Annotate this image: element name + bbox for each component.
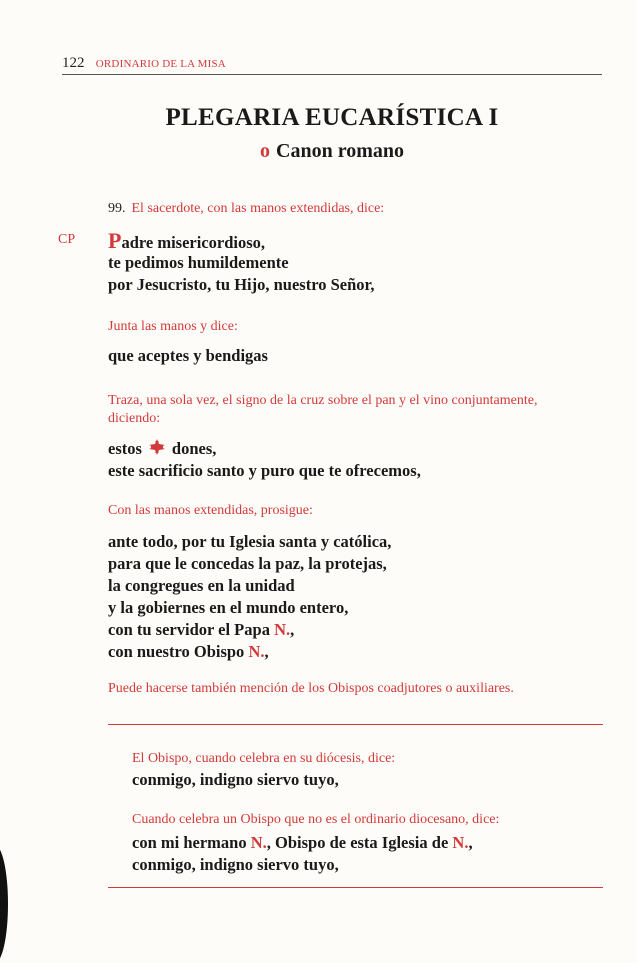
bishop-text-a	[132, 769, 339, 791]
prayer-line: por Jesucristo, tu Hijo, nuestro Señor,	[108, 275, 375, 294]
prayer-line: conmigo, indigno siervo tuyo,	[132, 770, 339, 789]
prayer-line-text: con mi hermano	[132, 833, 247, 852]
rubric-bishop-visiting: Cuando celebra un Obispo que no es el ordinario diocesano, dice:	[132, 812, 500, 827]
rubric-intro	[108, 200, 384, 218]
prayer-block-1	[108, 230, 374, 296]
prayer-line-text: estos	[108, 439, 142, 458]
prayer-line-text: con tu servidor el Papa	[108, 620, 270, 639]
concelebrants-marker: CP	[58, 232, 76, 247]
prayer-block-4	[108, 531, 391, 663]
rubric-extended-hands: Con las manos extendidas, prosigue:	[108, 503, 313, 518]
drop-initial: P	[108, 228, 122, 253]
prayer-line-text: dones,	[171, 439, 217, 458]
subtitle-text: Canon romano	[276, 140, 404, 162]
subtitle-prefix: o	[260, 140, 270, 162]
name-placeholder: N.	[452, 833, 469, 852]
prayer-line-text: , Obispo de esta Iglesia de	[266, 833, 449, 852]
name-placeholder: N.	[250, 833, 267, 852]
prayer-line-text: adre misericordioso,	[121, 233, 266, 252]
rubric-sign-cross	[108, 392, 537, 428]
prayer-line: que aceptes y bendigas	[108, 346, 268, 365]
page-subtitle	[62, 140, 602, 163]
rubric-bishop-diocese: El Obispo, cuando celebra en su diócesis, dice:	[132, 751, 396, 766]
cross-icon	[148, 438, 166, 462]
prayer-block-3	[108, 438, 421, 482]
prayer-line: ante todo, por tu Iglesia santa y católica,	[108, 532, 392, 551]
rubric-join-hands: Junta las manos y dice:	[108, 319, 238, 334]
punctuation: ,	[264, 642, 269, 661]
name-placeholder: N.	[274, 620, 291, 639]
running-title: ORDINARIO DE LA MISA	[95, 58, 226, 70]
prayer-line	[108, 230, 374, 252]
punctuation: ,	[290, 620, 295, 639]
prayer-line: la congregues en la unidad	[108, 576, 295, 595]
prayer-line: este sacrificio santo y puro que te ofrecemos,	[108, 461, 421, 480]
punctuation: ,	[468, 833, 473, 852]
bishop-text-b	[132, 832, 473, 876]
prayer-line: y la gobiernes en el mundo entero,	[108, 598, 349, 617]
page-number: 122	[62, 55, 85, 71]
prayer-line: te pedimos humildemente	[108, 253, 289, 272]
prayer-line: conmigo, indigno siervo tuyo,	[132, 855, 339, 874]
prayer-line	[108, 619, 391, 641]
box-rule-bottom	[108, 887, 603, 888]
page-title: PLEGARIA EUCARÍSTICA I	[165, 104, 499, 131]
rubric-line: Traza, una sola vez, el signo de la cruz sobre el pan y el vino conjuntamente,	[108, 393, 538, 408]
prayer-line	[132, 832, 473, 854]
page-edge-shadow	[0, 845, 8, 963]
section-number: 99.	[108, 201, 126, 216]
running-header	[62, 55, 602, 72]
box-rule-top	[108, 724, 603, 725]
prayer-line: para que le concedas la paz, la protejas,	[108, 554, 387, 573]
prayer-line-text: con nuestro Obispo	[108, 642, 245, 661]
name-placeholder: N.	[248, 642, 265, 661]
rubric-auxiliary: Puede hacerse también mención de los Obispos coadjutores o auxiliares.	[108, 681, 514, 696]
prayer-block-2	[108, 345, 268, 367]
prayer-line	[108, 438, 421, 460]
rubric-line: diciendo:	[108, 411, 161, 426]
prayer-line	[108, 641, 391, 663]
rubric-intro-text: El sacerdote, con las manos extendidas, dice:	[131, 201, 385, 216]
header-rule	[62, 74, 602, 75]
